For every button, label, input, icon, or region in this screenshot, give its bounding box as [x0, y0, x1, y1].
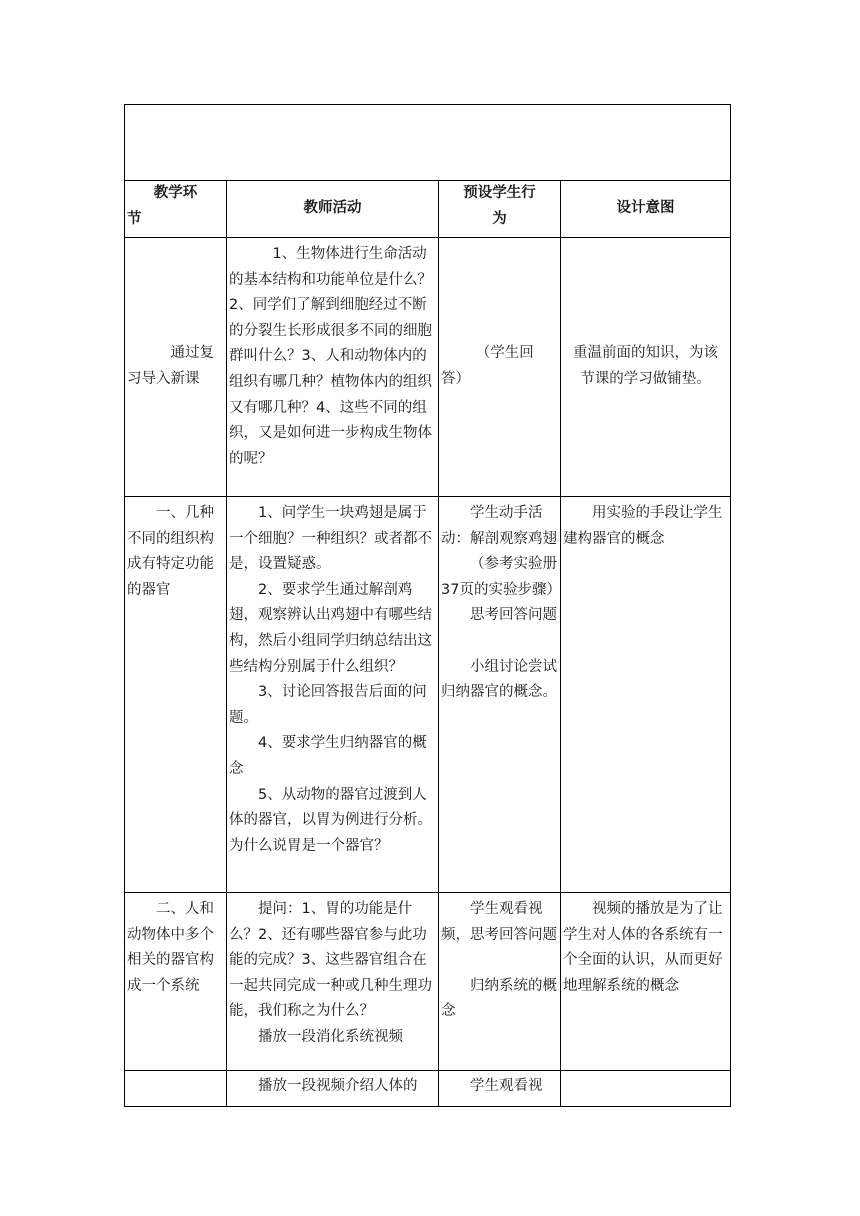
student-item: （参考实验册37页的实验步骤）: [441, 556, 561, 598]
teacher-item: 3、讨论回答报告后面的问题。: [229, 684, 427, 726]
stage-line1: 通过复: [170, 345, 214, 362]
stage-cell: [125, 497, 227, 893]
student-item: 归纳系统的概念: [441, 977, 557, 1020]
table-row: [125, 893, 731, 1071]
teacher-extra: 播放一段消化系统视频: [258, 1028, 403, 1045]
header-stage-line2: 节: [127, 210, 142, 227]
teacher-item: 4、要求学生归纳器官的概念: [229, 735, 427, 777]
header-teacher: 教师活动: [227, 181, 439, 238]
student-cell: [439, 497, 561, 893]
intent-text: 重温前面的知识，为该节课的学习做铺垫。: [573, 345, 718, 387]
header-student: [439, 181, 561, 238]
stage-cell: [125, 1071, 227, 1107]
intent-cell: [561, 238, 731, 497]
stage-text: 二、人和动物体中多个相关的器官构成一个系统: [127, 901, 214, 994]
stage-cell: [125, 893, 227, 1071]
table-row: [125, 497, 731, 893]
stage-cell: [125, 238, 227, 497]
header-stage-line1: 教学环: [153, 185, 198, 201]
intent-cell: [561, 893, 731, 1071]
lesson-plan-table: [124, 104, 731, 1107]
student-cell: [439, 238, 561, 497]
teacher-cell: 播放一段视频介绍人体的: [227, 1071, 439, 1107]
intent-text: 用实验的手段让学生建构器官的概念: [563, 505, 723, 547]
header-intent: 设计意图: [561, 181, 731, 238]
header-student-line2: 为: [492, 210, 507, 227]
blank-title-row: [125, 105, 731, 181]
teacher-cell: [227, 238, 439, 497]
teacher-item: 5、从动物的器官过渡到人体的器官，以胃为例进行分析。为什么说胃是一个器官？: [229, 786, 432, 854]
blank-cell: [125, 105, 731, 181]
stage-text: 一、几种不同的组织构成有特定功能的器官: [127, 505, 214, 598]
teacher-item: 1、问学生一块鸡翅是属于一个细胞？一种组织？或者都不是，设置疑惑。: [229, 505, 432, 573]
student-line1: （学生回: [475, 345, 534, 362]
intent-cell: [561, 1071, 731, 1107]
student-item: 小组讨论尝试归纳器官的概念。: [441, 658, 557, 701]
teacher-cell: [227, 497, 439, 893]
teacher-text: 提问：1、胃的功能是什么？2、还有哪些器官参与此功能的完成？3、这些器官组合在一起共同完成一种或几种生理功能，我们称之为什么？: [229, 901, 432, 1020]
intent-cell: [561, 497, 731, 893]
student-cell: 学生观看视: [439, 1071, 561, 1107]
teacher-item: 2、要求学生通过解剖鸡翅，观察辨认出鸡翅中有哪些结构，然后小组同学归纳总结出这些结构分别属于什么组织？: [229, 581, 432, 675]
teacher-text: 1、生物体进行生命活动的基本结构和功能单位是什么？2、同学们了解到细胞经过不断的分裂生长形成很多不同的细胞群叫什么？3、人和动物体内的组织有哪几种？植物体内的组织又有哪几种？4、这些不同的组织，又是如何进一步构成生物体的呢？: [229, 246, 432, 467]
header-student-line1: 预设学生行: [463, 185, 536, 201]
intent-text: 视频的播放是为了让学生对人体的各系统有一个全面的认识，从而更好地理解系统的概念: [563, 901, 723, 994]
table-row: [125, 1071, 731, 1107]
student-item: 学生动手活动：解剖观察鸡翅: [441, 505, 557, 547]
student-item: 学生观看视频，思考回答问题: [441, 901, 557, 943]
stage-line2: 习导入新课: [127, 371, 200, 387]
student-cell: [439, 893, 561, 1071]
teacher-cell: [227, 893, 439, 1071]
table-row: [125, 238, 731, 497]
student-line2: 答）: [441, 371, 470, 387]
header-row: [125, 181, 731, 238]
header-stage: [125, 181, 227, 238]
student-item: 思考回答问题: [470, 607, 557, 624]
